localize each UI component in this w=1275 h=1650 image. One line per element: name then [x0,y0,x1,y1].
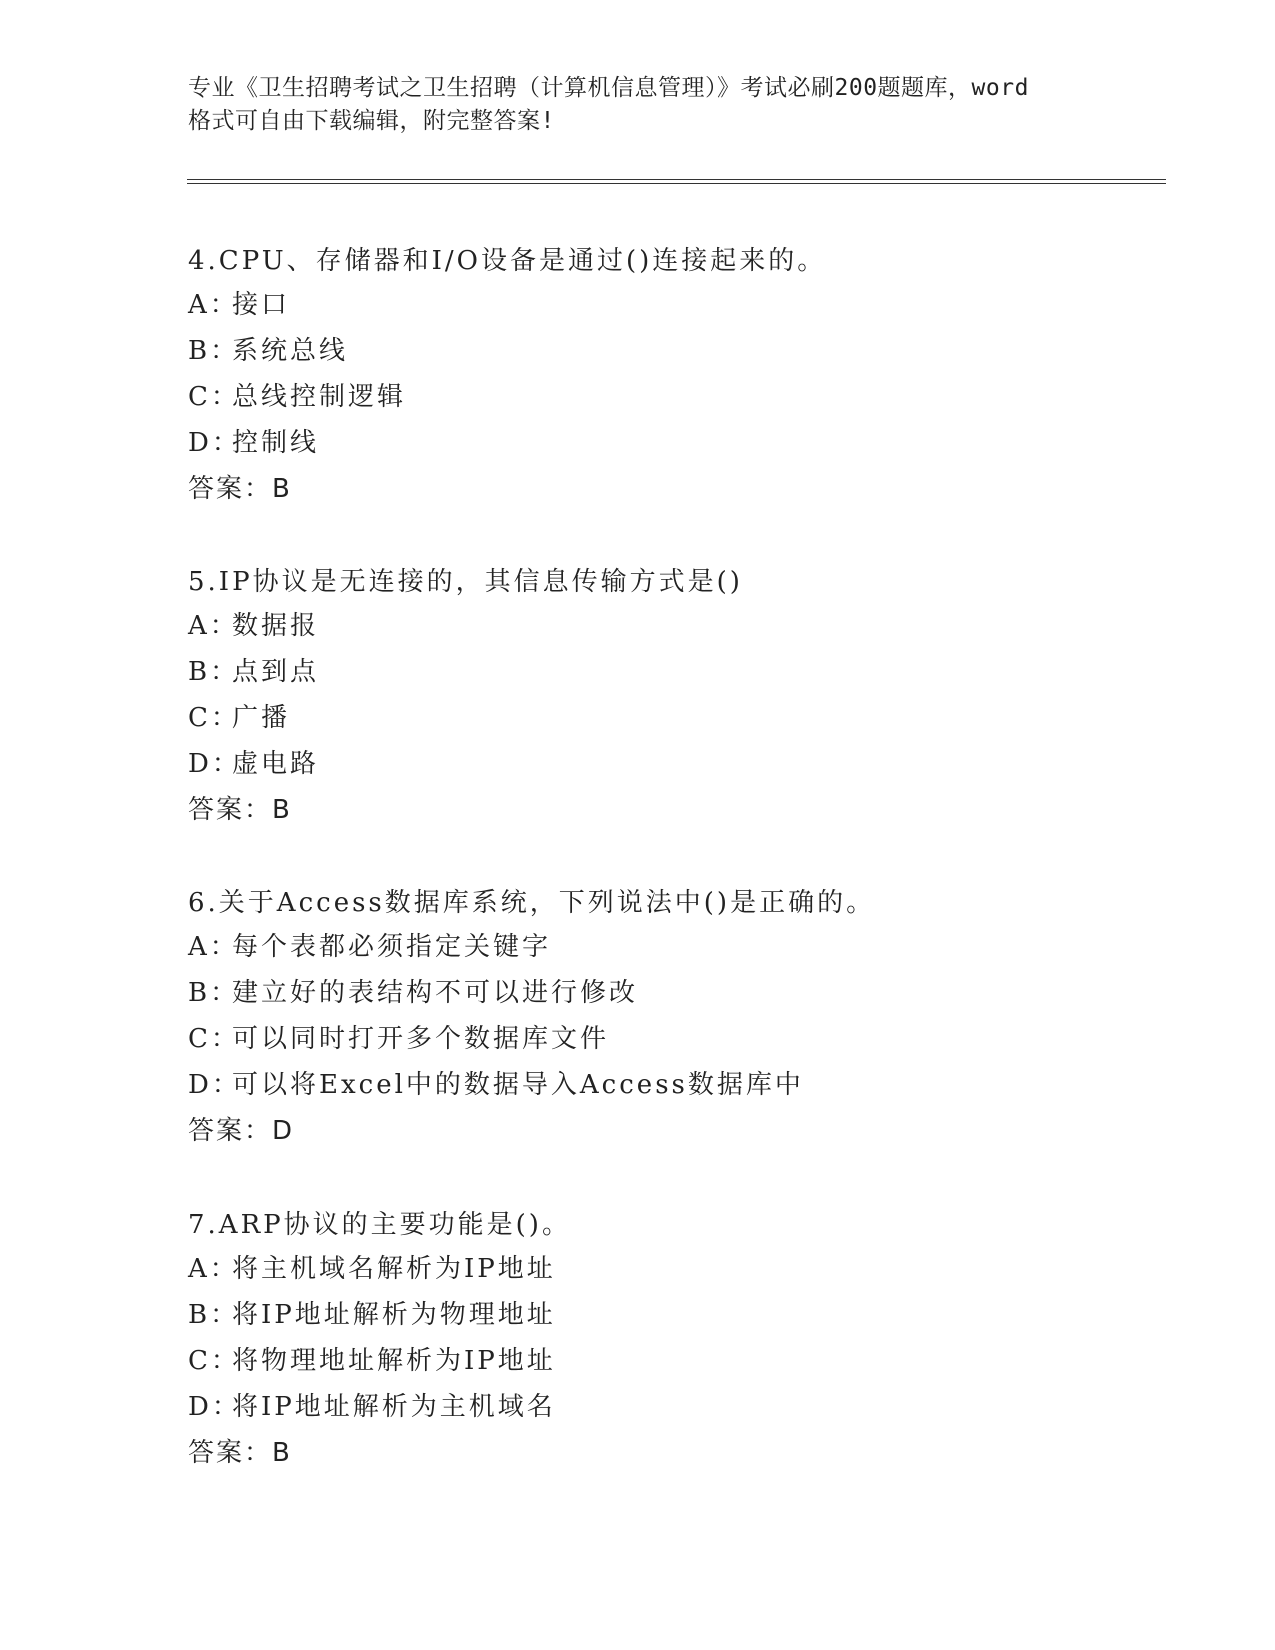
option-key: A： [188,611,239,641]
option-a [188,924,1168,970]
header-divider-bottom [187,183,1166,184]
option-b [188,328,1168,374]
document-header [188,72,1108,138]
option-key: D： [188,1070,241,1100]
question-stem: 5.IP协议是无连接的，其信息传输方式是() [188,567,743,597]
option-key: C： [188,382,240,412]
option-key: B： [188,336,240,366]
option-key: C： [188,703,240,733]
option-key: A： [188,932,239,962]
option-text: 控制线 [232,428,320,458]
header-line-1: 专业《卫生招聘考试之卫生招聘（计算机信息管理）》考试必刷200题题库，word [188,75,1029,101]
option-text: 点到点 [232,657,320,687]
option-c [188,695,1168,741]
option-b [188,649,1168,695]
header-divider-top [187,179,1166,180]
option-d [188,420,1168,466]
option-text: 数据报 [232,611,320,641]
option-text: 可以同时打开多个数据库文件 [232,1024,610,1054]
answer-line: 答案：B [188,474,292,504]
question-block [188,559,1168,833]
option-key: D： [188,749,241,779]
option-text: 广播 [232,703,291,733]
option-key: A： [188,1254,239,1284]
question-block [188,1202,1168,1476]
answer-line: 答案：D [188,1116,295,1146]
option-key: A： [188,290,239,320]
option-text: 建立好的表结构不可以进行修改 [232,978,639,1008]
option-text: 虚电路 [232,749,320,779]
option-c [188,1016,1168,1062]
option-d [188,1062,1168,1108]
option-key: C： [188,1024,240,1054]
answer-line: 答案：B [188,795,292,825]
option-d [188,1384,1168,1430]
question-block [188,880,1168,1154]
option-key: C： [188,1346,240,1376]
option-text: 将主机域名解析为IP地址 [232,1254,556,1284]
option-text: 每个表都必须指定关键字 [232,932,552,962]
option-a [188,1246,1168,1292]
option-key: B： [188,657,240,687]
answer-line: 答案：B [188,1438,292,1468]
question-stem: 4.CPU、存储器和I/O设备是通过()连接起来的。 [188,246,827,276]
option-a [188,282,1168,328]
option-b [188,970,1168,1016]
option-key: D： [188,428,241,458]
option-text: 将物理地址解析为IP地址 [232,1346,556,1376]
option-key: B： [188,978,240,1008]
option-a [188,603,1168,649]
question-stem: 6.关于Access数据库系统，下列说法中()是正确的。 [188,888,876,918]
option-key: B： [188,1300,240,1330]
option-c [188,374,1168,420]
option-text: 将IP地址解析为主机域名 [232,1392,556,1422]
option-text: 系统总线 [232,336,349,366]
option-text: 接口 [232,290,291,320]
option-d [188,741,1168,787]
question-stem: 7.ARP协议的主要功能是()。 [188,1210,571,1240]
option-text: 可以将Excel中的数据导入Access数据库中 [232,1070,804,1100]
option-c [188,1338,1168,1384]
option-text: 将IP地址解析为物理地址 [232,1300,556,1330]
option-text: 总线控制逻辑 [232,382,407,412]
option-key: D： [188,1392,241,1422]
header-line-2: 格式可自由下载编辑，附完整答案! [188,108,555,134]
option-b [188,1292,1168,1338]
question-block [188,238,1168,512]
